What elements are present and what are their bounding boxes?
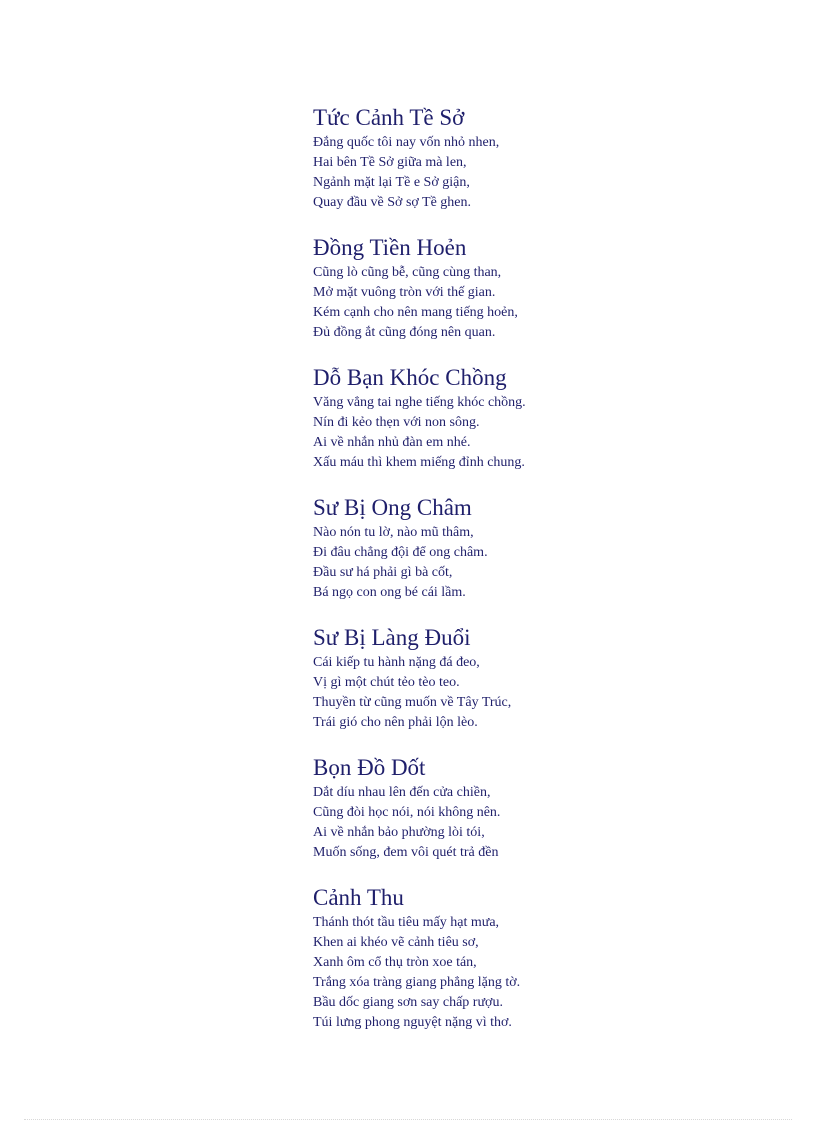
poem xyxy=(313,104,773,213)
poem-line: Hai bên Tề Sở giữa mà len, xyxy=(313,155,467,170)
poem-title: Tức Cảnh Tề Sở xyxy=(313,105,465,130)
poem-line: Vị gì một chút tẻo tèo teo. xyxy=(313,675,460,690)
poem-title: Sư Bị Ong Châm xyxy=(313,495,472,520)
poem xyxy=(313,494,773,603)
poem-line: Muốn sống, đem vôi quét trả đền xyxy=(313,845,499,860)
page-bottom-divider xyxy=(24,1119,792,1120)
poem-line: Trắng xóa tràng giang phẳng lặng tờ. xyxy=(313,975,521,990)
poem-line: Ngảnh mặt lại Tề e Sở giận, xyxy=(313,175,470,190)
poem-title: Bọn Đồ Dốt xyxy=(313,755,426,780)
poem-line: Nín đi kẻo thẹn với non sông. xyxy=(313,415,480,430)
poem-line: Nào nón tu lờ, nào mũ thâm, xyxy=(313,525,474,540)
poem xyxy=(313,234,773,343)
poem-line: Thánh thót tầu tiêu mấy hạt mưa, xyxy=(313,915,500,930)
poem-line: Trái gió cho nên phải lộn lèo. xyxy=(313,715,478,730)
poem-title: Dỗ Bạn Khóc Chồng xyxy=(313,365,507,390)
poem-line: Ai về nhắn nhủ đàn em nhé. xyxy=(313,435,471,450)
poem-title: Cảnh Thu xyxy=(313,885,404,910)
poem-line: Đầu sư há phải gì bà cốt, xyxy=(313,565,453,580)
poem xyxy=(313,884,773,1033)
poem-line: Dắt díu nhau lên đến cửa chiền, xyxy=(313,785,491,800)
poem-line: Khen ai khéo vẽ cảnh tiêu sơ, xyxy=(313,935,479,950)
poem-line: Mở mặt vuông tròn với thế gian. xyxy=(313,285,496,300)
poem-line: Bầu dốc giang sơn say chấp rượu. xyxy=(313,995,503,1010)
poem-line: Cũng lò cũng bễ, cũng cùng than, xyxy=(313,265,502,280)
poem-line: Cũng đòi học nói, nói không nên. xyxy=(313,805,501,820)
poem xyxy=(313,364,773,473)
poem-line: Bá ngọ con ong bé cái lầm. xyxy=(313,585,466,600)
poem-line: Thuyền từ cũng muốn về Tây Trúc, xyxy=(313,695,512,710)
poem-collection xyxy=(313,104,773,1054)
poem xyxy=(313,624,773,733)
poem-line: Đi đâu chẳng đội để ong châm. xyxy=(313,545,488,560)
poem-line: Đủ đồng ắt cũng đóng nên quan. xyxy=(313,325,496,340)
poem-line: Quay đầu về Sở sợ Tề ghen. xyxy=(313,195,472,210)
poem-line: Xanh ôm cổ thụ tròn xoe tán, xyxy=(313,955,477,970)
poem-line: Kém cạnh cho nên mang tiếng hoẻn, xyxy=(313,305,518,320)
poem-title: Đồng Tiền Hoẻn xyxy=(313,235,467,260)
poem-line: Cái kiếp tu hành nặng đá đeo, xyxy=(313,655,480,670)
poem-line: Túi lưng phong nguyệt nặng vì thơ. xyxy=(313,1015,512,1030)
poem-title: Sư Bị Làng Đuổi xyxy=(313,625,471,650)
poem-line: Xấu máu thì khem miếng đỉnh chung. xyxy=(313,455,525,470)
poem-line: Ai về nhắn bảo phường lòi tói, xyxy=(313,825,485,840)
poem xyxy=(313,754,773,863)
poem-line: Văng vẳng tai nghe tiếng khóc chồng. xyxy=(313,395,526,410)
poem-line: Đắng quốc tôi nay vốn nhỏ nhen, xyxy=(313,135,500,150)
